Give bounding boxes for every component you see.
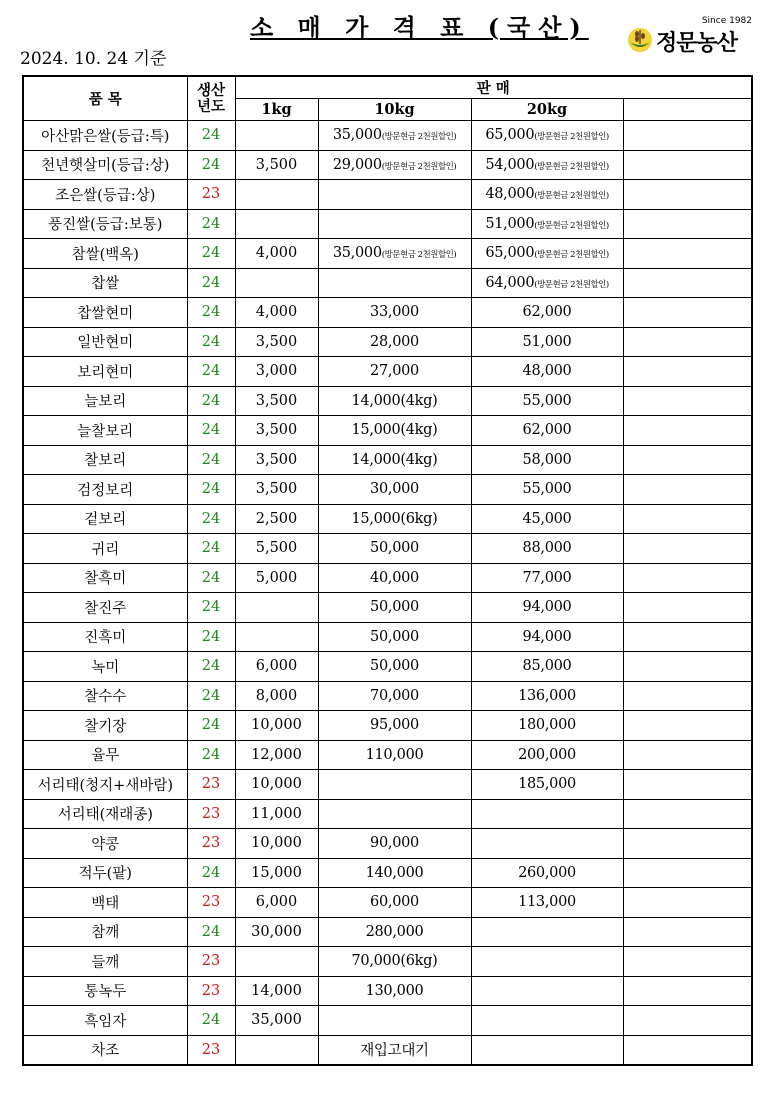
empty-cell: [623, 740, 752, 770]
price-20kg: 200,000: [471, 740, 623, 770]
table-row: [23, 681, 752, 711]
table-row: [23, 357, 752, 387]
item-name: 조은쌀(등급:상): [23, 180, 187, 210]
header-empty: [623, 99, 752, 121]
table-row: [23, 917, 752, 947]
empty-cell: [623, 180, 752, 210]
price-1kg: 14,000: [235, 976, 318, 1006]
price-10kg: 14,000(4kg): [318, 386, 471, 416]
price-1kg: [235, 593, 318, 623]
table-row: [23, 829, 752, 859]
price-1kg: [235, 121, 318, 151]
item-name: 백태: [23, 888, 187, 918]
price-1kg: 3,000: [235, 357, 318, 387]
item-name: 늘찰보리: [23, 416, 187, 446]
item-name: 찰진주: [23, 593, 187, 623]
price-1kg: 5,000: [235, 563, 318, 593]
price-1kg: 4,000: [235, 298, 318, 328]
production-year: 24: [187, 445, 235, 475]
price-1kg: 8,000: [235, 681, 318, 711]
price-rows: [23, 121, 752, 1066]
item-name: 약콩: [23, 829, 187, 859]
item-name: 흑임자: [23, 1006, 187, 1036]
item-name: 차조: [23, 1035, 187, 1065]
rice-emblem-icon: [626, 26, 654, 54]
price-1kg: 15,000: [235, 858, 318, 888]
production-year: 24: [187, 475, 235, 505]
price-10kg: 재입고대기: [318, 1035, 471, 1065]
production-year: 23: [187, 947, 235, 977]
price-20kg: 113,000: [471, 888, 623, 918]
item-name: 귀리: [23, 534, 187, 564]
item-name: 일반현미: [23, 327, 187, 357]
page-title: 소 매 가 격 표 (국산): [250, 13, 589, 42]
price-20kg: 185,000: [471, 770, 623, 800]
production-year: 23: [187, 180, 235, 210]
price-10kg: [318, 180, 471, 210]
empty-cell: [623, 327, 752, 357]
price-20kg: 55,000: [471, 475, 623, 505]
empty-cell: [623, 1006, 752, 1036]
item-name: 통녹두: [23, 976, 187, 1006]
table-row: [23, 268, 752, 298]
production-year: 24: [187, 563, 235, 593]
empty-cell: [623, 298, 752, 328]
table-row: [23, 711, 752, 741]
production-year: 23: [187, 888, 235, 918]
production-year: 24: [187, 681, 235, 711]
item-name: 찰흑미: [23, 563, 187, 593]
price-1kg: 11,000: [235, 799, 318, 829]
price-1kg: 4,000: [235, 239, 318, 269]
price-10kg: [318, 1006, 471, 1036]
price-20kg: 64,000(방문현금 2천원할인): [471, 268, 623, 298]
item-name: 서리태(청지+새바람): [23, 770, 187, 800]
price-10kg: 130,000: [318, 976, 471, 1006]
price-10kg: 27,000: [318, 357, 471, 387]
price-20kg: 48,000: [471, 357, 623, 387]
price-1kg: 35,000: [235, 1006, 318, 1036]
item-name: 찰보리: [23, 445, 187, 475]
production-year: 24: [187, 917, 235, 947]
item-name: 찹쌀: [23, 268, 187, 298]
item-name: 적두(팥): [23, 858, 187, 888]
header-10kg: 10kg: [318, 99, 471, 121]
table-row: [23, 947, 752, 977]
empty-cell: [623, 504, 752, 534]
table-row: [23, 770, 752, 800]
table-row: [23, 1035, 752, 1065]
price-1kg: [235, 622, 318, 652]
price-20kg: [471, 976, 623, 1006]
price-1kg: 2,500: [235, 504, 318, 534]
price-10kg: [318, 268, 471, 298]
price-20kg: 58,000: [471, 445, 623, 475]
empty-cell: [623, 534, 752, 564]
production-year: 24: [187, 740, 235, 770]
item-name: 늘보리: [23, 386, 187, 416]
price-10kg: [318, 770, 471, 800]
price-1kg: 3,500: [235, 445, 318, 475]
price-20kg: [471, 1006, 623, 1036]
price-20kg: 260,000: [471, 858, 623, 888]
price-date: 2024. 10. 24 기준: [20, 49, 167, 69]
production-year: 24: [187, 711, 235, 741]
price-table: [22, 75, 753, 1066]
price-10kg: [318, 209, 471, 239]
table-row: [23, 888, 752, 918]
table-row: [23, 475, 752, 505]
table-row: [23, 1006, 752, 1036]
price-10kg: 70,000(6kg): [318, 947, 471, 977]
table-row: [23, 386, 752, 416]
empty-cell: [623, 622, 752, 652]
price-1kg: [235, 209, 318, 239]
item-name: 찹쌀현미: [23, 298, 187, 328]
empty-cell: [623, 947, 752, 977]
price-10kg: 15,000(4kg): [318, 416, 471, 446]
price-10kg: 14,000(4kg): [318, 445, 471, 475]
item-name: 서리태(재래종): [23, 799, 187, 829]
table-row: [23, 239, 752, 269]
price-10kg: 50,000: [318, 622, 471, 652]
production-year: 23: [187, 799, 235, 829]
price-10kg: 15,000(6kg): [318, 504, 471, 534]
company-logo: [626, 16, 756, 58]
price-10kg: 90,000: [318, 829, 471, 859]
production-year: 24: [187, 858, 235, 888]
empty-cell: [623, 711, 752, 741]
price-10kg: 30,000: [318, 475, 471, 505]
item-name: 검정보리: [23, 475, 187, 505]
price-1kg: 3,500: [235, 475, 318, 505]
empty-cell: [623, 770, 752, 800]
production-year: 24: [187, 239, 235, 269]
price-20kg: 62,000: [471, 298, 623, 328]
price-1kg: 5,500: [235, 534, 318, 564]
empty-cell: [623, 888, 752, 918]
price-1kg: 3,500: [235, 386, 318, 416]
empty-cell: [623, 1035, 752, 1065]
empty-cell: [623, 475, 752, 505]
price-20kg: 65,000(방문현금 2천원할인): [471, 121, 623, 151]
table-row: [23, 209, 752, 239]
price-20kg: [471, 829, 623, 859]
production-year: 24: [187, 416, 235, 446]
price-10kg: 60,000: [318, 888, 471, 918]
price-20kg: [471, 947, 623, 977]
price-10kg: 29,000(방문현금 2천원할인): [318, 150, 471, 180]
item-name: 들깨: [23, 947, 187, 977]
production-year: 23: [187, 1035, 235, 1065]
header-1kg: 1kg: [235, 99, 318, 121]
price-10kg: 110,000: [318, 740, 471, 770]
item-name: 진흑미: [23, 622, 187, 652]
price-1kg: [235, 947, 318, 977]
item-name: 참깨: [23, 917, 187, 947]
empty-cell: [623, 652, 752, 682]
table-row: [23, 327, 752, 357]
empty-cell: [623, 268, 752, 298]
production-year: 24: [187, 593, 235, 623]
empty-cell: [623, 209, 752, 239]
price-20kg: 54,000(방문현금 2천원할인): [471, 150, 623, 180]
price-20kg: 88,000: [471, 534, 623, 564]
price-20kg: 51,000: [471, 327, 623, 357]
item-name: 천년햇살미(등급:상): [23, 150, 187, 180]
table-row: [23, 593, 752, 623]
price-20kg: 94,000: [471, 593, 623, 623]
item-name: 겉보리: [23, 504, 187, 534]
empty-cell: [623, 357, 752, 387]
empty-cell: [623, 681, 752, 711]
production-year: 24: [187, 1006, 235, 1036]
production-year: 24: [187, 150, 235, 180]
price-1kg: 30,000: [235, 917, 318, 947]
production-year: 24: [187, 652, 235, 682]
price-20kg: 62,000: [471, 416, 623, 446]
empty-cell: [623, 593, 752, 623]
table-row: [23, 180, 752, 210]
price-20kg: 85,000: [471, 652, 623, 682]
table-row: [23, 504, 752, 534]
table-row: [23, 976, 752, 1006]
item-name: 참쌀(백옥): [23, 239, 187, 269]
logo-since: Since 1982: [701, 16, 752, 26]
table-row: [23, 858, 752, 888]
price-10kg: 50,000: [318, 534, 471, 564]
price-10kg: 140,000: [318, 858, 471, 888]
table-row: [23, 150, 752, 180]
production-year: 23: [187, 829, 235, 859]
price-20kg: 65,000(방문현금 2천원할인): [471, 239, 623, 269]
table-row: [23, 622, 752, 652]
production-year: 23: [187, 770, 235, 800]
price-1kg: [235, 268, 318, 298]
price-1kg: [235, 180, 318, 210]
empty-cell: [623, 416, 752, 446]
price-10kg: [318, 799, 471, 829]
price-10kg: 50,000: [318, 652, 471, 682]
price-10kg: 95,000: [318, 711, 471, 741]
table-row: [23, 799, 752, 829]
price-10kg: 33,000: [318, 298, 471, 328]
price-1kg: 10,000: [235, 829, 318, 859]
price-20kg: [471, 1035, 623, 1065]
production-year: 23: [187, 976, 235, 1006]
header-year: 생산 년도: [187, 76, 235, 121]
item-name: 보리현미: [23, 357, 187, 387]
price-10kg: 40,000: [318, 563, 471, 593]
table-row: [23, 416, 752, 446]
header-sale: 판 매: [235, 76, 752, 99]
price-10kg: 70,000: [318, 681, 471, 711]
price-20kg: 94,000: [471, 622, 623, 652]
price-1kg: 6,000: [235, 652, 318, 682]
empty-cell: [623, 239, 752, 269]
item-name: 아산맑은쌀(등급:특): [23, 121, 187, 151]
empty-cell: [623, 563, 752, 593]
production-year: 24: [187, 534, 235, 564]
production-year: 24: [187, 121, 235, 151]
production-year: 24: [187, 298, 235, 328]
table-row: [23, 652, 752, 682]
price-20kg: 136,000: [471, 681, 623, 711]
empty-cell: [623, 976, 752, 1006]
item-name: 찰수수: [23, 681, 187, 711]
price-20kg: 180,000: [471, 711, 623, 741]
price-20kg: [471, 799, 623, 829]
empty-cell: [623, 858, 752, 888]
price-20kg: 51,000(방문현금 2천원할인): [471, 209, 623, 239]
table-row: [23, 121, 752, 151]
logo-name: 정문농산: [656, 31, 738, 56]
production-year: 24: [187, 357, 235, 387]
item-name: 풍진쌀(등급:보통): [23, 209, 187, 239]
price-20kg: 45,000: [471, 504, 623, 534]
production-year: 24: [187, 209, 235, 239]
production-year: 24: [187, 622, 235, 652]
production-year: 24: [187, 268, 235, 298]
price-1kg: 10,000: [235, 711, 318, 741]
price-10kg: 280,000: [318, 917, 471, 947]
empty-cell: [623, 150, 752, 180]
table-row: [23, 563, 752, 593]
price-1kg: 3,500: [235, 416, 318, 446]
table-row: [23, 298, 752, 328]
price-1kg: 3,500: [235, 150, 318, 180]
price-10kg: 50,000: [318, 593, 471, 623]
price-10kg: 35,000(방문현금 2천원할인): [318, 121, 471, 151]
price-1kg: 12,000: [235, 740, 318, 770]
price-10kg: 28,000: [318, 327, 471, 357]
price-20kg: [471, 917, 623, 947]
production-year: 24: [187, 504, 235, 534]
empty-cell: [623, 386, 752, 416]
header-item: 품 목: [23, 76, 187, 121]
production-year: 24: [187, 386, 235, 416]
item-name: 녹미: [23, 652, 187, 682]
price-1kg: 3,500: [235, 327, 318, 357]
table-row: [23, 445, 752, 475]
empty-cell: [623, 121, 752, 151]
price-20kg: 77,000: [471, 563, 623, 593]
item-name: 율무: [23, 740, 187, 770]
table-row: [23, 534, 752, 564]
header-20kg: 20kg: [471, 99, 623, 121]
item-name: 찰기장: [23, 711, 187, 741]
empty-cell: [623, 799, 752, 829]
empty-cell: [623, 829, 752, 859]
production-year: 24: [187, 327, 235, 357]
price-1kg: 10,000: [235, 770, 318, 800]
price-20kg: 48,000(방문현금 2천원할인): [471, 180, 623, 210]
price-20kg: 55,000: [471, 386, 623, 416]
price-1kg: 6,000: [235, 888, 318, 918]
empty-cell: [623, 917, 752, 947]
empty-cell: [623, 445, 752, 475]
price-10kg: 35,000(방문현금 2천원할인): [318, 239, 471, 269]
table-row: [23, 740, 752, 770]
price-1kg: [235, 1035, 318, 1065]
